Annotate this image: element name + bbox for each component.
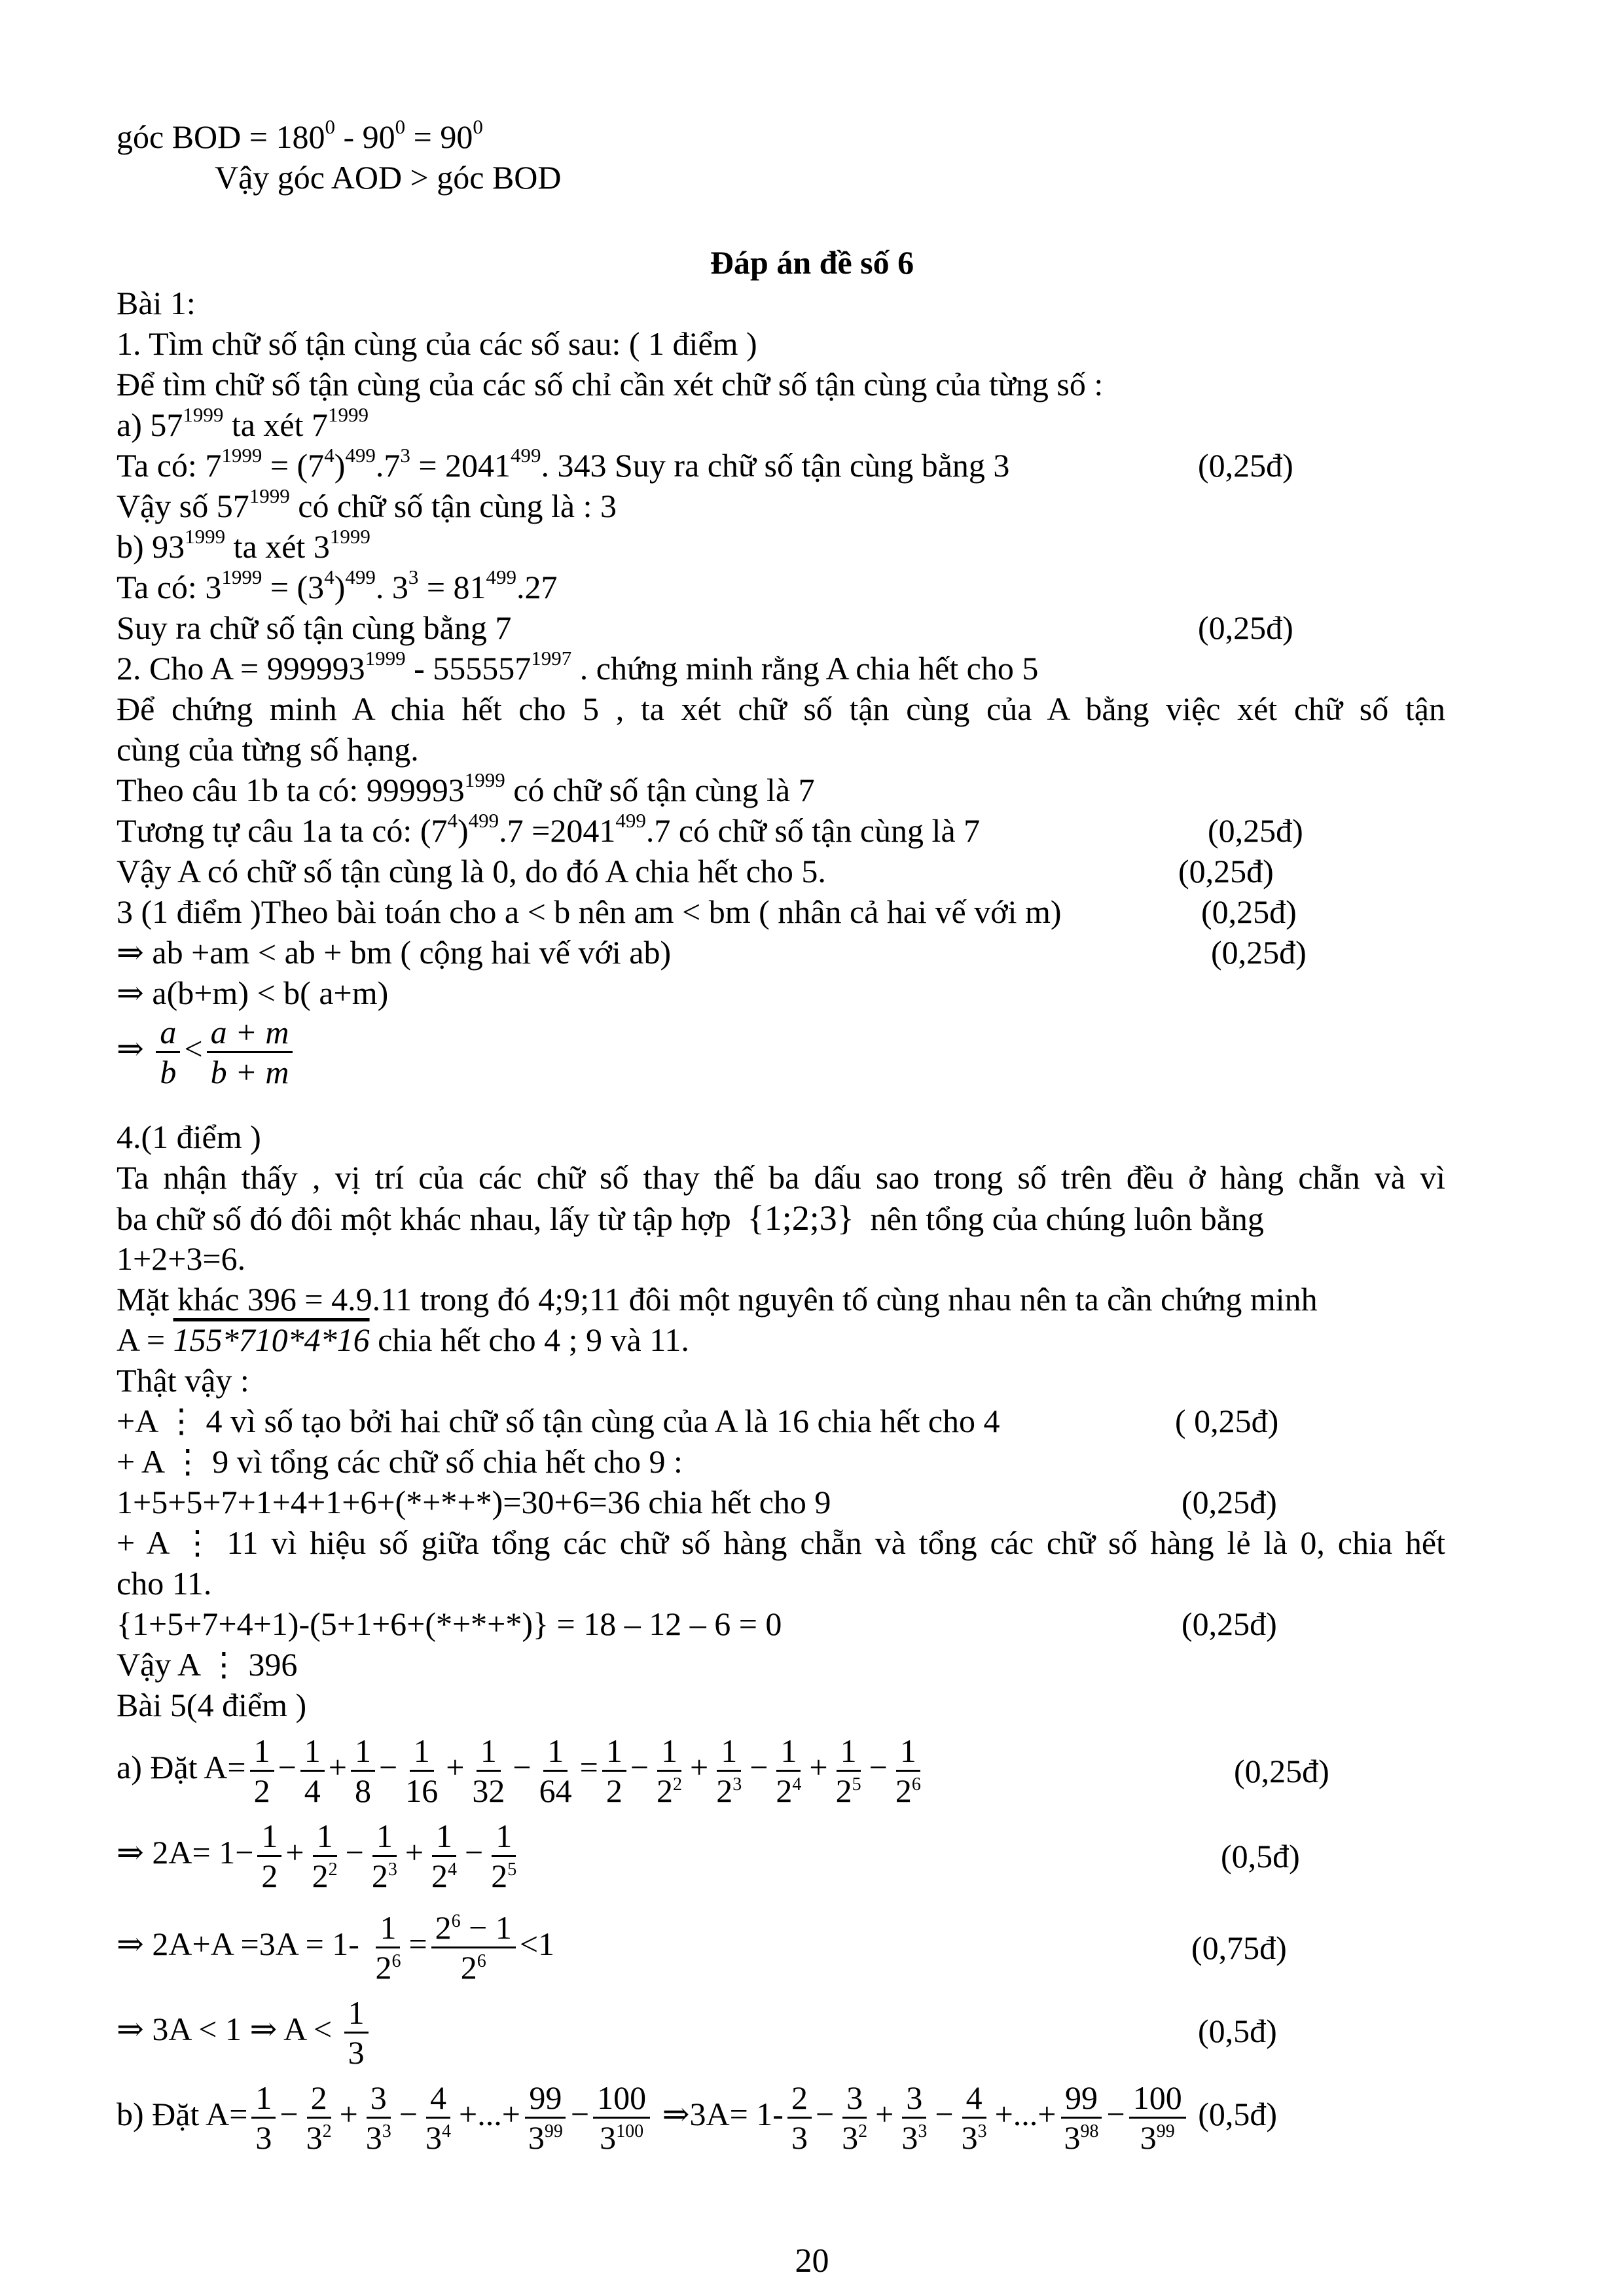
b1-q4-p12: {1+5+7+4+1)-(5+1+6+(*+*+*)} = 18 – 12 – 6 = 0 xyxy=(117,1605,782,1642)
score: (0,25đ) xyxy=(1234,1753,1329,1789)
b5-a-line: a) Đặt A= $\frac{1}{2}$ − $\frac{1}{4}$ + $\frac{1}{8}$ − $\frac{1}{16}$ + $\frac{1}{32}$ − $\frac{1}{64}$ = $\frac{1}{2}$ − $\frac{1}{2^2}$ + $\frac{1}{2^3}$ − $\frac{1}{2^4}$ + $\frac{1}{2^5}$ − $\frac{1}{2^6}$ xyxy=(117,1732,921,1809)
page-title: Đáp án đề số 6 xyxy=(710,244,914,281)
b1-q2-desc2: cùng của từng số hạng. xyxy=(117,731,419,768)
intro-line-2: Vậy góc AOD > góc BOD xyxy=(215,159,562,196)
b1-a-conc: Vậy số $57^{1999}$ có chữ số tận cùng là : 3 xyxy=(117,484,617,524)
b1-q2: 2. Cho $A = 999993^{1999} - 555557^{1997}$ . chứng minh rằng A chia hết cho 5 xyxy=(117,647,1039,687)
b1-q2-desc: Để chứng minh A chia hết cho 5 , ta xét chữ số tận cùng của A bằng việc xét chữ số tận xyxy=(117,691,1445,727)
b1-q4-p9: 1+5+5+7+1+4+1+6+(*+*+*)=30+6=36 chia hết cho 9 xyxy=(117,1484,831,1520)
score: (0,75đ) xyxy=(1191,1929,1287,1966)
score: (0,25đ) xyxy=(1198,447,1293,484)
b1-q4-p8: + A ⋮ 9 vì tổng các chữ số chia hết cho 9 : xyxy=(117,1443,683,1480)
b1-q4-p13: Vậy A ⋮ 396 xyxy=(117,1646,298,1683)
score: (0,5đ) xyxy=(1221,1838,1300,1874)
b1-q3-2: ⇒ ab +am < ab + bm ( cộng hai vế với ab) xyxy=(117,934,672,971)
b1-q4-p4: Mặt khác 396 = 4.9.11 trong đó 4;9;11 đôi một nguyên tố cùng nhau nên ta cần chứng minh xyxy=(117,1281,1318,1318)
b1-q2-l1: Theo câu 1b ta có: $999993^{1999}$ có chữ số tận cùng là 7 xyxy=(117,768,815,808)
b1-q2-l3: Vậy A có chữ số tận cùng là 0, do đó A chia hết cho 5. xyxy=(117,853,826,889)
b1-q2-l2: Tương tự câu 1a ta có: $(7^4)^{499}.7 =2041^{499}.7$ có chữ số tận cùng là 7 xyxy=(117,809,981,849)
page-number: 20 xyxy=(795,2242,829,2280)
b1-q4-head: 4.(1 điểm ) xyxy=(117,1119,261,1155)
b1-a-label: a) $57^{1999}$ ta xét $7^{1999}$ xyxy=(117,403,369,443)
b1-q4-p2: ba chữ số đó đôi một khác nhau, lấy từ tập hợp {1;2;3} nên tổng của chúng luôn bằng xyxy=(117,1198,1264,1238)
b1-q4-p3: 1+2+3=6. xyxy=(117,1240,246,1277)
b1-q4-p11: cho 11. xyxy=(117,1565,212,1602)
score: (0,25đ) xyxy=(1178,853,1274,889)
score: (0,25đ) xyxy=(1182,1605,1277,1642)
score: (0,25đ) xyxy=(1201,893,1297,930)
b5-head: Bài 5(4 điểm ) xyxy=(117,1687,307,1723)
b1-q3-4: ⇒ $\frac{a}{b}$ < $\frac{a + m}{b + m}$ xyxy=(117,1013,1445,1091)
b1-a-calc: Ta có: $7^{1999} = (7^4)^{499}.7^3 = 2041^{499}$. 343 Suy ra chữ số tận cùng bằng 3 xyxy=(117,444,1010,484)
b1-q4-p1: Ta nhận thấy , vị trí của các chữ số thay thế ba dấu sao trong số trên đều ở hàng chẵn và vì xyxy=(117,1159,1445,1196)
score: (0,5đ) xyxy=(1198,2013,1277,2049)
b1-head: Bài 1: xyxy=(117,285,196,321)
score: (0,25đ) xyxy=(1208,812,1303,849)
b1-q4-p7: +A ⋮ 4 vì số tạo bởi hai chữ số tận cùng của A là 16 chia hết cho 4 xyxy=(117,1403,1000,1439)
b1-b-label: b) $93^{1999}$ ta xét $3^{1999}$ xyxy=(117,525,370,565)
b1-q4-p10: + A ⋮ 11 vì hiệu số giữa tổng các chữ số hàng chẵn và tổng các chữ số hàng lẻ là 0, chia hết xyxy=(117,1524,1445,1561)
b5-res-line: ⇒ 3A < 1 ⇒ A < $\frac{1}{3}$ xyxy=(117,1994,1445,2072)
fraction: $\frac{a + m}{b + m}$ xyxy=(207,1013,293,1091)
fraction: $\frac{a}{b}$ xyxy=(156,1013,180,1091)
b1-q4-p6: Thật vậy : xyxy=(117,1362,249,1399)
score: (0,25đ) xyxy=(1211,934,1307,971)
b1-b-calc: Ta có: $3^{1999} = (3^4)^{499}$. $3^3 = 81^{499}.27$ xyxy=(117,565,558,605)
score: ( 0,25đ) xyxy=(1175,1403,1279,1439)
score: (0,25đ) xyxy=(1182,1484,1277,1520)
b1-q3-1: 3 (1 điểm )Theo bài toán cho a < b nên am < bm ( nhân cả hai vế với m) xyxy=(117,893,1062,930)
b1-q1: 1. Tìm chữ số tận cùng của các số sau: ( 1 điểm ) xyxy=(117,325,757,362)
b1-b-conc: Suy ra chữ số tận cùng bằng 7 xyxy=(117,609,512,646)
b5-b-line: b) Đặt A= $\frac{1}{3}$ − $\frac{2}{3^2}$ + $\frac{3}{3^3}$ − $\frac{4}{3^4}$ +...+ $\frac{99}{3^{99}}$ − $\frac{100}{3^{100}}$ ⇒3A= 1- $\frac{2}{3}$ − $\frac{3}{3^2}$ + $\frac{3}{3^3}$ − $\frac{4}{3^3}$ +...+ $\frac{99}{3^{98}}$ − $\frac{100}{3^{99}}$ (0,5đ) xyxy=(117,2079,1277,2156)
b1-q4-p5: A = 155*710*4*16 chia hết cho 4 ; 9 và 11. xyxy=(117,1321,689,1358)
score: (0,25đ) xyxy=(1198,609,1293,646)
b5-2A-line: ⇒ 2A= 1− $\frac{1}{2}$ + $\frac{1}{2^2}$ − $\frac{1}{2^3}$ + $\frac{1}{2^4}$ − $\frac{1}{2^5}$ xyxy=(117,1818,517,1894)
intro-line-1: góc BOD = $180^0 - 90^0 = 90^0$ xyxy=(117,115,483,155)
b5-3A-line: ⇒ 2A+A =3A = 1- $\frac{1}{2^6}$ = $\frac{2^6 - 1}{2^6}$ <1 xyxy=(117,1909,555,1986)
b1-q3-3: ⇒ a(b+m) < b( a+m) xyxy=(117,975,389,1011)
b1-q1-desc: Để tìm chữ số tận cùng của các số chỉ cần xét chữ số tận cùng của từng số : xyxy=(117,366,1104,403)
